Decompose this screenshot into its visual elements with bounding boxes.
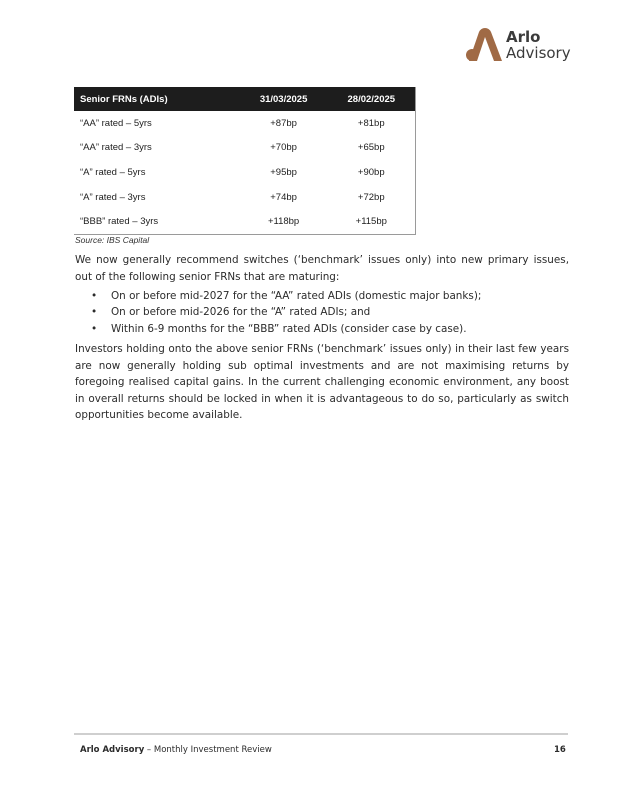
bullet-icon: • [91, 322, 98, 335]
table-cell-spread-current: +70bp [270, 142, 297, 154]
page-number: 16 [554, 745, 566, 755]
table-header-date-1: 31/03/2025 [240, 87, 328, 111]
footer-brand: Arlo Advisory [80, 745, 145, 755]
table-cell-spread-previous: +90bp [357, 166, 385, 178]
table-row [74, 160, 416, 185]
logo-name-line1: Arlo [506, 28, 541, 46]
table-cell-spread-previous: +81bp [357, 117, 385, 129]
table-header-security: Senior FRNs (ADIs) [74, 87, 240, 111]
table-row [74, 209, 416, 234]
list-item-text: Within 6-9 months for the “BBB” rated ADIs (consider case by case). [111, 322, 467, 335]
investor-advice-paragraph: Investors holding onto the above senior FRNs (‘benchmark’ issues only) in their last few years are now generally holding sub optimal investments and are not maximising returns by foregoing realised capital gains. In the current challenging economic environment, any boost in overall returns should be locked in when it is advantageous to do so, particularly as switch opportunities become available. [75, 343, 569, 421]
table-cell-spread-previous: +65bp [357, 142, 385, 154]
list-item [75, 304, 569, 320]
table-cell-spread-current: +87bp [270, 117, 297, 129]
arlo-advisory-logo [466, 28, 570, 64]
bullet-icon: • [91, 290, 98, 302]
list-item-text: On or before mid-2026 for the “A” rated ADIs; and [111, 306, 371, 319]
table-header-date-2: 28/02/2025 [328, 87, 416, 111]
table-cell-spread-current: +74bp [270, 191, 297, 203]
footer-publication: Monthly Investment Review [153, 745, 272, 755]
table-header-row [74, 87, 416, 111]
list-item-text: On or before mid-2027 for the “AA” rated ADIs (domestic major banks); [111, 290, 482, 302]
footer-divider [74, 733, 568, 735]
table-row [74, 111, 416, 136]
table-cell-rating: “BBB” rated – 3yrs [80, 216, 159, 228]
table-cell-spread-current: +95bp [270, 166, 297, 178]
table-cell-rating: “A” rated – 5yrs [80, 166, 146, 178]
table-cell-rating: “AA” rated – 5yrs [80, 117, 152, 129]
maturity-bullet-list [75, 288, 569, 337]
table-cell-rating: “A” rated – 3yrs [80, 191, 146, 203]
bullet-icon: • [91, 306, 98, 319]
recommendation-paragraph: We now generally recommend switches (‘benchmark’ issues only) into new primary issues, out of the following senior FRNs that are maturing: [75, 254, 569, 283]
table-row [74, 185, 416, 210]
table-cell-rating: “AA” rated – 3yrs [80, 142, 152, 154]
arlo-logo-mark-icon [466, 28, 504, 62]
table-cell-spread-previous: +115bp [355, 216, 387, 228]
logo-name-line2: Advisory [506, 44, 571, 62]
footer-separator: – [144, 745, 154, 755]
table-cell-spread-current: +118bp [267, 216, 300, 228]
list-item [75, 321, 569, 337]
senior-frn-spread-table [74, 87, 416, 235]
table-row [74, 136, 416, 161]
table-cell-spread-previous: +72bp [357, 191, 385, 203]
list-item [75, 288, 569, 304]
table-source-note: Source: IBS Capital [75, 235, 150, 245]
footer-title [80, 745, 272, 755]
